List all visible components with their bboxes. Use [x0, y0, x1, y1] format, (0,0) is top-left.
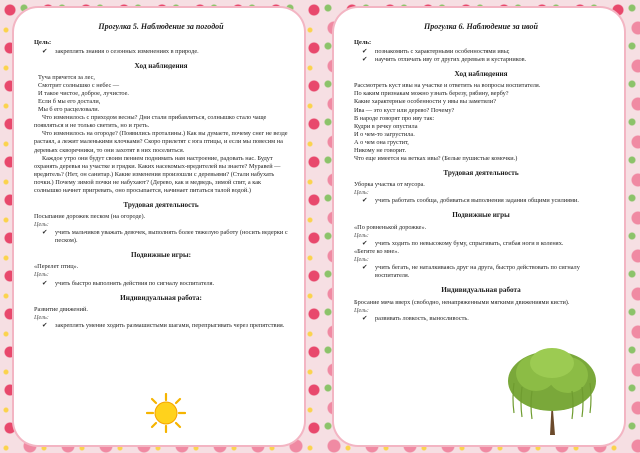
section-heading: Индивидуальная работа:: [120, 293, 202, 302]
goal-item: ✔ учить бегать, не наталкиваясь друг на друга, быстро действовать по сигналу воспитателя.: [362, 264, 580, 280]
section-heading: Индивидуальная работа: [441, 286, 521, 295]
section-heading: Трудовая деятельность: [123, 200, 199, 209]
goal-label: Цель:: [354, 306, 369, 314]
goal-item: ✔ учить работать сообща, добиваться выполнения задания общими усилиями.: [362, 197, 579, 205]
checkmark-icon: ✔: [42, 322, 48, 330]
goal-item: ✔ познакомить с характерными особенностями ивы;: [362, 47, 510, 55]
goal-item: ✔ учить быстро выполнять действия по сигналу воспитателя.: [42, 279, 215, 287]
goal-label: Цель:: [354, 189, 369, 197]
section-heading: Ход наблюдения: [134, 61, 188, 70]
section-heading: Трудовая деятельность: [443, 168, 519, 177]
left-page: [14, 8, 304, 445]
paragraph: Что изменилось на огороде? (Появились проталины.) Как вы думаете, почему снег не везде растаял, а лежит маленькими клочками? Скоро прилетят с юга птицы, и если мы повесим на деревьях скворечники, то они захотят в них поселиться.: [34, 130, 288, 154]
goal-label: Цель:: [354, 256, 369, 264]
poem: Туча прячется за лес, Смотрит солнышко с небес — И такое чистое, доброе, лучистое. Если б мы его достали, Мы б его расцеловали.: [38, 74, 130, 114]
goal-label: Цель:: [354, 231, 369, 239]
checkmark-icon: ✔: [362, 55, 368, 63]
goal-item: ✔ закреплять знания о сезонных изменениях в природе.: [42, 47, 199, 55]
checkmark-icon: ✔: [42, 279, 48, 287]
page-title: Прогулка 5. Наблюдение за погодой: [98, 22, 224, 31]
paragraph: Что изменилось с приходом весны? Дни стали прибавляться, солнышко стало чаще появляться и не только светить, но и греть.: [34, 114, 267, 130]
goal-label: Цель:: [34, 271, 49, 279]
goal-item: ✔ учить ходить по невысокому буму, спрыгивать, сгибая ноги в коленях.: [362, 239, 564, 247]
willow-tree-icon: [502, 343, 602, 435]
goal-item: ✔ развивать ловкость, выносливость.: [362, 314, 469, 322]
goal-label: Цель:: [34, 221, 49, 229]
section-heading: Ход наблюдения: [454, 70, 508, 79]
work-text: Посыпание дорожек песком (на огороде).: [34, 213, 146, 220]
goal-item: ✔ закреплять умение ходить размашистыми шагами, перепрыгивать через препятствия.: [42, 322, 285, 330]
game-name: «По ровненькой дорожке».: [354, 223, 427, 231]
checkmark-icon: ✔: [362, 197, 368, 205]
paragraph: Каждое утро они будут своим пением поднимать нам настроение, радовать нас. Будут охранять деревья на участке и грядки. Каких насекомых-вредителей вы знаете? Муравей — вредитель? (Нет, он санитар.) Какие изменения произошли с деревьями? (Стали набухать почки.) Почему зимой почки не набухают? (Дерево, как и медведь, зимой спит, а как солнышко начнет пригревать, оно просыпается, начинает питаться талой водой.): [34, 154, 281, 194]
goal-item: ✔ учить мальчиков уважать девочек, выполнять более тяжелую работу (носить ведерки с песком).: [42, 229, 288, 245]
checkmark-icon: ✔: [362, 264, 368, 272]
observation-text: Рассмотреть куст ивы на участке и ответить на вопросы воспитателя. По каким признакам можно узнать березу, рябину, вербу? Какие характерные особенности у ивы вы заметили? Ива — это куст или дерево? Почему? В народе говорят про иву так: Кудри в речку опустила И о чем-то загрустила. А о чем она грустит, Никому не говорит. Что еще имеется на ветках ивы? (Белые пушистые комочки.): [354, 82, 541, 162]
work-text: Уборка участка от мусора.: [354, 181, 425, 189]
game-name: «Перелет птиц».: [34, 263, 79, 271]
page-title: Прогулка 6. Наблюдение за ивой: [424, 22, 538, 31]
ind-text: Бросание мяча вверх (свободно, ненапряженными мягкими движениями кисти).: [354, 298, 570, 306]
section-heading: Подвижные игры:: [131, 251, 191, 260]
checkmark-icon: ✔: [362, 47, 368, 55]
ind-text: Развитие движений.: [34, 306, 88, 314]
game-name: «Бегите ко мне».: [354, 248, 399, 256]
checkmark-icon: ✔: [362, 239, 368, 247]
section-heading: Подвижные игры: [452, 211, 510, 220]
checkmark-icon: ✔: [362, 314, 368, 322]
goal-label: Цель:: [34, 314, 49, 322]
goal-item: ✔ научить отличать иву от других деревьев и кустарников.: [362, 55, 527, 63]
goal-label: Цель:: [354, 39, 372, 47]
checkmark-icon: ✔: [42, 47, 48, 55]
right-page: [334, 8, 624, 445]
goal-label: Цель:: [34, 39, 52, 47]
checkmark-icon: ✔: [42, 229, 48, 237]
sun-icon: [146, 393, 186, 433]
